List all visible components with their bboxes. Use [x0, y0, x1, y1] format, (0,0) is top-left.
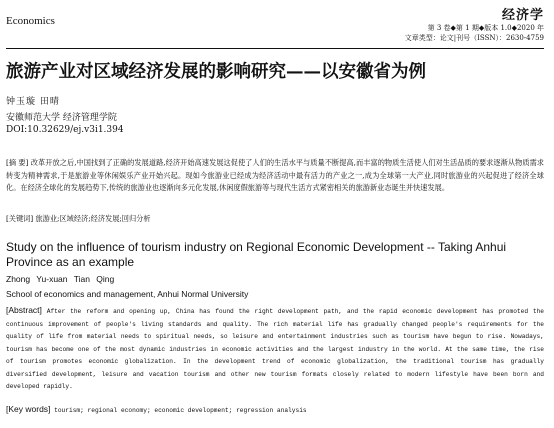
- english-affiliation: School of economics and management, Anhui Normal University: [6, 289, 249, 299]
- chinese-affiliation: 安徽师范大学 经济管理学院: [6, 113, 117, 123]
- english-title: Study on the influence of tourism industry on Regional Economic Development -- Taking Anhui Province as an example: [6, 240, 507, 269]
- chinese-abstract-text: 改革开放之后,中国找到了正确的发展道路,经济开始高速发展这促使了人们的生活水平与质量不断提高,而丰富的物质生活使人们对生活品质的要求逐渐从物质需求转变为精神需求,于是旅游业等休闲娱乐产业开始兴起。现如今旅游业已经成为经济活动中最有活力的产业之一,成为全球第一大产业,同时旅游业的兴起促进了经济全球化。在经济全球化的发展趋势下,传统的旅游业也逐渐向多元化发展,休闲度假旅游等与现代生活方式紧密相关的旅游新业态诞生并快速发展。: [6, 158, 544, 192]
- journal-header: [405, 4, 544, 43]
- english-keywords: [6, 404, 307, 414]
- chinese-authors: 钟玉璇 田晴: [6, 97, 60, 107]
- journal-section: Economics: [6, 15, 55, 27]
- english-keywords-label: [Key words]: [6, 404, 51, 414]
- journal-brand: 经济学: [501, 8, 544, 23]
- english-authors: Zhong Yu-xuan Tian Qing: [6, 274, 115, 284]
- chinese-keywords: [6, 214, 151, 224]
- chinese-abstract-label: [摘 要]: [6, 158, 29, 167]
- english-keywords-text: tourism; regional economy; economic development; regression analysis: [54, 407, 307, 414]
- article-type-line: 文章类型：论文|刊号（ISSN）：2630-4759: [404, 34, 544, 42]
- chinese-abstract: [6, 157, 544, 195]
- english-abstract-label: [Abstract]: [6, 305, 42, 315]
- issue-line: 第 3 卷◆第 1 期◆版本 1.0◆2020 年: [427, 24, 544, 32]
- chinese-keywords-label: [关键词]: [6, 214, 34, 223]
- english-abstract: [6, 304, 544, 394]
- doi-link[interactable]: DOI:10.32629/ej.v3i1.394: [6, 125, 124, 135]
- chinese-keywords-text: 旅游业;区域经济;经济发展;回归分析: [35, 214, 151, 223]
- chinese-title: 旅游产业对区域经济发展的影响研究——以安徽省为例: [6, 62, 426, 82]
- english-abstract-text: After the reform and opening up, China has found the right development path, and the rapid economic development has promoted the continuous improvement of people's living standards and quality. The rich material life has gradually changed people's requirements for the quality of life from material needs to spiritual needs, so leisure and entertainment industries such as tourism have begun to rise. Nowadays, tourism has become one of the most dynamic industries in economic activities and the largest industry in the world. At the same time, the rise of tourism promotes economic globalization. In the development trend of economic globalization, the traditional tourism has gradually diversified development, leisure and vacation tourism and other new tourism formats closely related to modern lifestyle have been born and developed rapidly.: [6, 308, 545, 390]
- header-divider: [6, 48, 544, 49]
